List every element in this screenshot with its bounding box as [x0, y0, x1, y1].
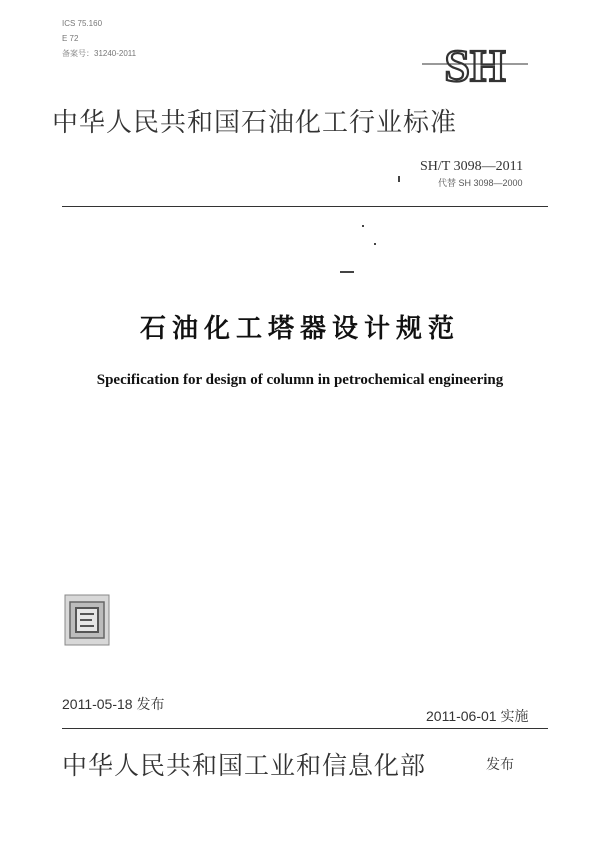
replaces-standard: 代替 SH 3098—2000: [438, 178, 523, 188]
sh-logo-text: SH: [444, 42, 506, 86]
sh-logo-graphic: [416, 42, 534, 86]
record-number: 备案号：31240-2011: [62, 49, 137, 58]
stamp-seal: [64, 594, 110, 646]
footer-divider: [62, 728, 548, 729]
classification-block: [62, 16, 136, 61]
sh-logo: [416, 42, 534, 86]
issuing-authority: 中华人民共和国工业和信息化部: [62, 751, 427, 780]
ics-code: ICS 75.160: [62, 19, 103, 28]
implementation-date: 2011-06-01 实施: [426, 708, 529, 724]
scan-speck: [362, 225, 364, 227]
document-subtitle-english: Specification for design of column in petrochemical engineering: [96, 372, 504, 388]
scan-speck: [374, 243, 376, 245]
standard-code: SH/T 3098—2011: [420, 159, 524, 174]
scan-speck: [398, 176, 400, 182]
issue-label: 发布: [486, 757, 514, 773]
industry-standard-title: 中华人民共和国石油化工行业标准: [52, 108, 458, 138]
publish-date: 2011-05-18 发布: [62, 696, 165, 712]
document-title: 石油化工塔器设计规范: [139, 314, 460, 344]
scan-speck: [340, 271, 354, 273]
header-divider: [62, 206, 548, 207]
stamp-graphic: [64, 594, 110, 646]
ccs-code: E 72: [62, 34, 79, 43]
